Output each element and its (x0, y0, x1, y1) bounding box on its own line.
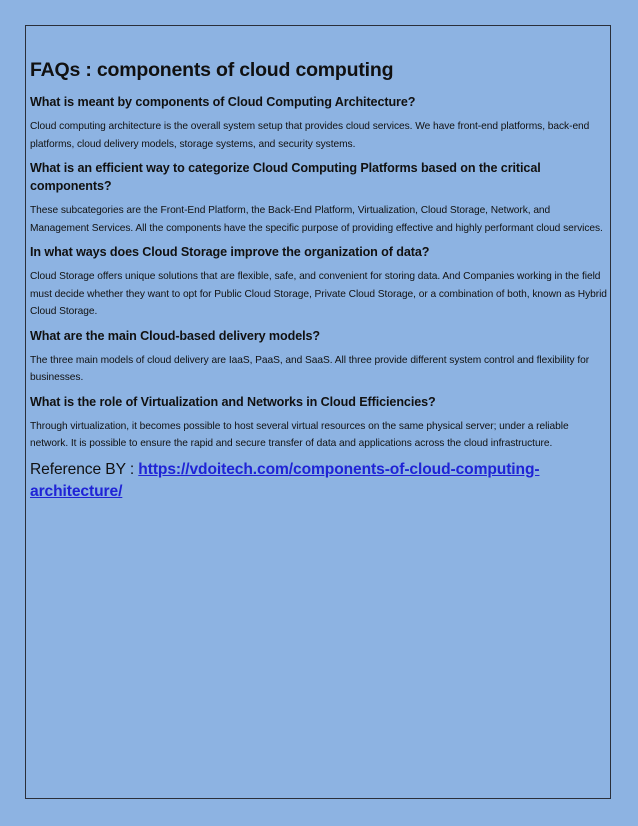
faq-question: What are the main Cloud-based delivery models? (30, 328, 321, 343)
reference-label: Reference BY : (30, 460, 139, 478)
faq-answer: Cloud Storage offers unique solutions that are flexible, safe, and convenient for storing data. And Companies working in the field must decide whether they want to opt for Public Cloud Storage, Private Cloud Storage, or a combination of both, known as Hybrid Cloud Storage. (30, 271, 607, 317)
faq-item (30, 393, 608, 453)
faq-item (30, 159, 608, 237)
faq-answer: Cloud computing architecture is the overall system setup that provides cloud services. We have front-end platforms, back-end platforms, cloud delivery models, storage systems, and security systems. (30, 121, 590, 150)
faq-answer: The three main models of cloud delivery are IaaS, PaaS, and SaaS. All three provide different system control and flexibility for businesses. (30, 354, 590, 383)
faq-document (30, 57, 608, 503)
page-title: FAQs : components of cloud computing (30, 59, 394, 81)
faq-question: What is an efficient way to categorize Cloud Computing Platforms based on the critical components? (30, 161, 541, 193)
faq-answer: These subcategories are the Front-End Platform, the Back-End Platform, Virtualization, Cloud Storage, Network, and Management Services. All the components have the specific purpose of providing effective and highly performant cloud services. (30, 205, 603, 234)
faq-question: In what ways does Cloud Storage improve the organization of data? (30, 245, 430, 259)
faq-item (30, 327, 608, 387)
reference-line (30, 459, 608, 503)
faq-question: What is meant by components of Cloud Computing Architecture? (30, 95, 416, 109)
faq-item (30, 93, 608, 153)
faq-answer: Through virtualization, it becomes possible to host several virtual resources on the same physical server; under a reliable network. It is possible to ensure the rapid and secure transfer of data and applications across the cloud infrastructure. (30, 420, 569, 449)
faq-item (30, 243, 608, 321)
reference-link[interactable]: https://vdoitech.com/components-of-cloud-computing-architecture/ (30, 460, 540, 500)
faq-question: What is the role of Virtualization and Networks in Cloud Efficiencies? (30, 394, 436, 409)
